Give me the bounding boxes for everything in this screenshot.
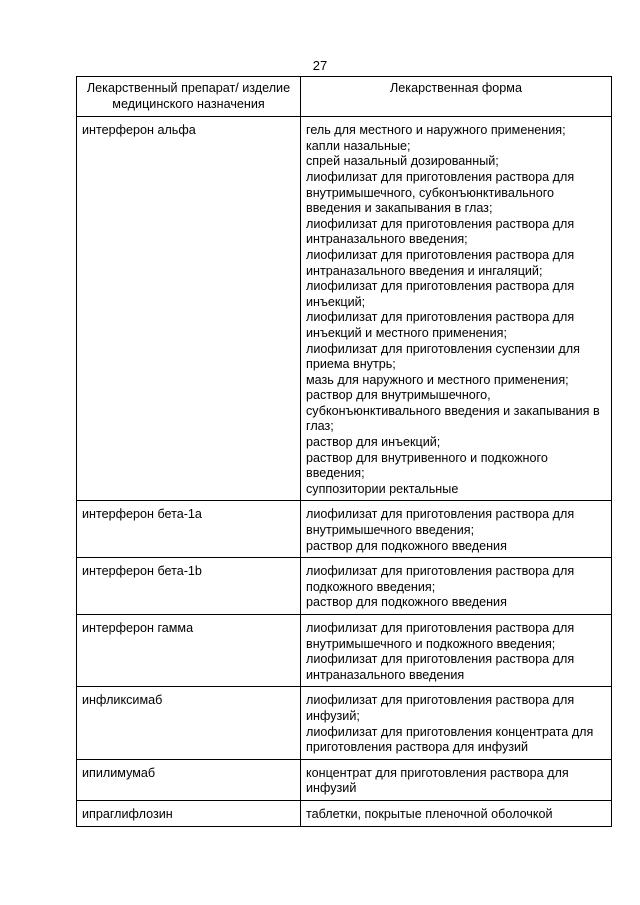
dosage-form-item: лиофилизат для приготовления раствора для внутримышечного и подкожного введения; — [306, 621, 575, 651]
drug-name-cell: ипилимумаб — [77, 759, 301, 800]
table-row — [77, 615, 612, 687]
dosage-forms-cell — [301, 615, 612, 687]
dosage-forms-cell — [301, 558, 612, 615]
header-dosage-form: Лекарственная форма — [301, 77, 612, 117]
dosage-form-item: лиофилизат для приготовления раствора для интраназального введения; — [306, 216, 575, 247]
dosage-form-item: лиофилизат для приготовления раствора для инъекций и местного применения; — [306, 310, 575, 340]
dosage-form-item: таблетки, покрытые пленочной оболочкой — [306, 806, 553, 821]
dosage-form-item: лиофилизат для приготовления раствора для внутримышечного, субконъюнктивального введения и закапывания в глаз; — [306, 169, 575, 216]
drug-name-cell: интерферон гамма — [77, 615, 301, 687]
header-drug-name: Лекарственный препарат/ изделие медицинского назначения — [77, 77, 301, 117]
table-body — [77, 117, 612, 826]
dosage-form-item: капли назальные; — [306, 138, 411, 153]
page-number: 27 — [312, 58, 328, 73]
table-header — [77, 77, 612, 117]
dosage-form-item: лиофилизат для приготовления раствора для подкожного введения; — [306, 564, 575, 594]
drug-name-cell: интерферон бета-1a — [77, 501, 301, 558]
dosage-form-item: раствор для подкожного введения — [306, 538, 507, 553]
dosage-forms-cell — [301, 501, 612, 558]
dosage-form-item: раствор для внутримышечного, субконъюнктивального введения и закапывания в глаз; — [306, 388, 600, 434]
drug-table — [76, 76, 612, 827]
dosage-form-item: лиофилизат для приготовления раствора для инъекций; — [306, 279, 575, 309]
dosage-form-item: концентрат для приготовления раствора для инфузий — [306, 765, 569, 796]
dosage-form-item: лиофилизат для приготовления раствора для интраназального введения — [306, 652, 575, 682]
table-row — [77, 687, 612, 759]
dosage-form-item: лиофилизат для приготовления концентрата для приготовления раствора для инфузий — [306, 724, 594, 755]
dosage-forms-cell — [301, 800, 612, 826]
drug-name-cell: инфликсимаб — [77, 687, 301, 759]
dosage-form-item: спрей назальный дозированный; — [306, 154, 499, 169]
dosage-forms-cell — [301, 117, 612, 501]
dosage-form-item: лиофилизат для приготовления раствора для интраназального введения и ингаляций; — [306, 247, 575, 278]
header-row — [77, 77, 612, 117]
table-row — [77, 558, 612, 615]
dosage-form-item: гель для местного и наружного применения; — [306, 123, 566, 138]
dosage-forms-cell — [301, 687, 612, 759]
drug-name-cell: интерферон альфа — [77, 117, 301, 501]
drug-name-cell: интерферон бета-1b — [77, 558, 301, 615]
table-row — [77, 759, 612, 800]
dosage-form-item: лиофилизат для приготовления суспензии для приема внутрь; — [306, 341, 580, 372]
table-row — [77, 501, 612, 558]
table-row — [77, 117, 612, 501]
dosage-form-item: суппозитории ректальные — [306, 481, 459, 496]
dosage-form-item: раствор для подкожного введения — [306, 595, 507, 610]
dosage-form-item: мазь для наружного и местного применения; — [306, 372, 569, 387]
drug-name-cell: ипраглифлозин — [77, 800, 301, 826]
dosage-form-item: лиофилизат для приготовления раствора для инфузий; — [306, 693, 575, 723]
dosage-form-item: лиофилизат для приготовления раствора для внутримышечного введения; — [306, 507, 575, 538]
dosage-forms-cell — [301, 759, 612, 800]
dosage-form-item: раствор для инъекций; — [306, 435, 441, 450]
table-row — [77, 800, 612, 826]
dosage-form-item: раствор для внутривенного и подкожного введения; — [306, 450, 548, 481]
